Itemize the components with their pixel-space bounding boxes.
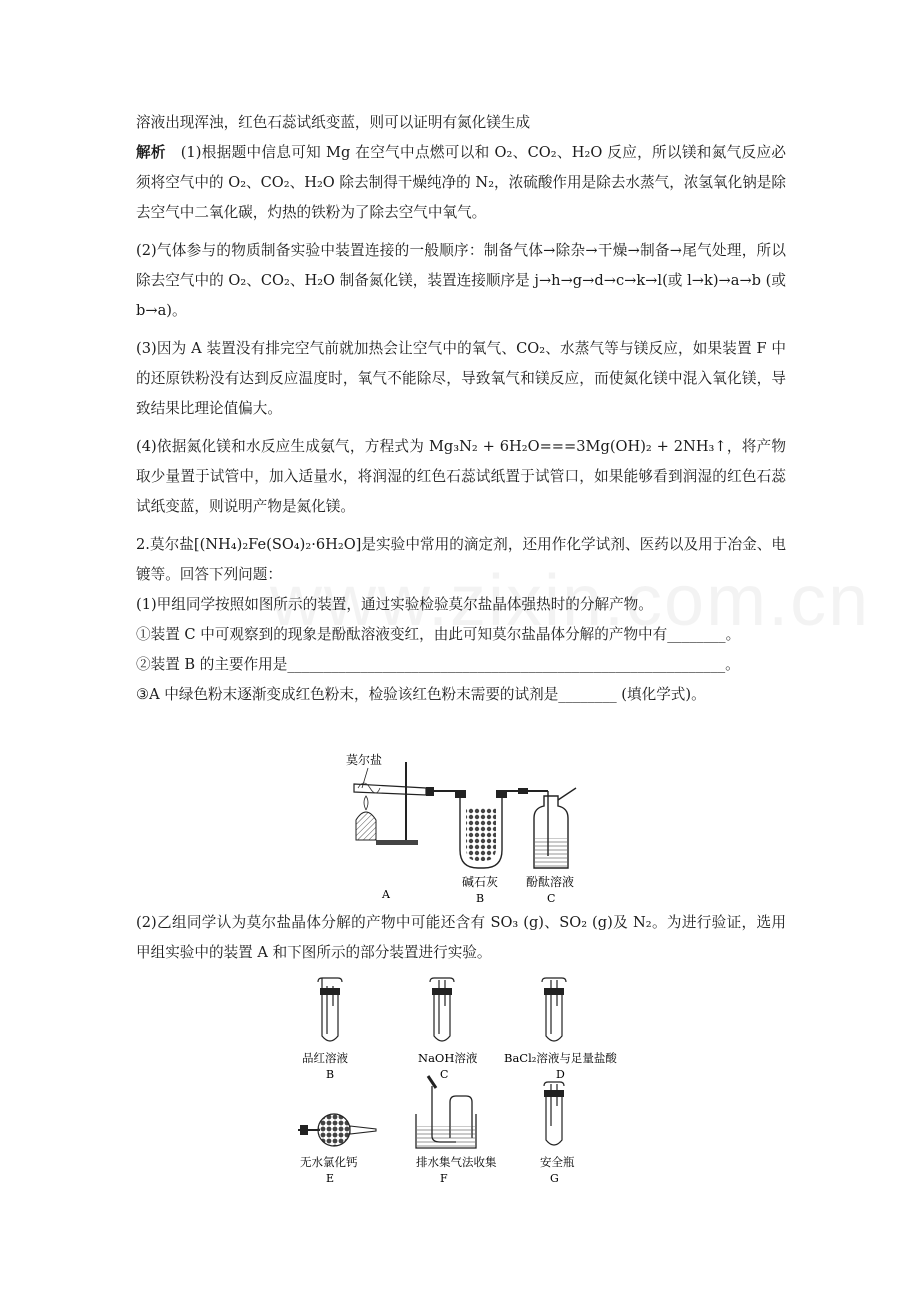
- question-q1: ①装置 C 中可观察到的现象是酚酞溶液变红，由此可知莫尔盐晶体分解的产物中有________。: [136, 626, 741, 643]
- label-b: B: [476, 892, 485, 905]
- device-b-letter: B: [326, 1068, 335, 1081]
- device-f-name: 排水集气法收集: [416, 1155, 497, 1169]
- device-g: [544, 1082, 564, 1145]
- question-part1: (1)甲组同学按照如图所示的装置，通过实验检验莫尔盐晶体强热时的分解产物。: [136, 596, 653, 613]
- apparatus-1-svg: [336, 748, 596, 908]
- analysis-p4: (4)依据氮化镁和水反应生成氨气，方程式为 Mg₃N₂ + 6H₂O===3Mg(OH)₂ + 2NH₃↑，将产物取少量置于试管中，加入适量水，将润湿的红色石蕊试纸置于试管口，如果能够看到润湿的红色石蕊试纸变蓝，则说明产物是氮化镁。: [136, 438, 786, 515]
- analysis-label: 解析: [136, 144, 166, 161]
- top-line: 溶液出现浑浊，红色石蕊试纸变蓝，则可以证明有氮化镁生成: [136, 114, 531, 131]
- question-q3: ③A 中绿色粉末逐渐变成红色粉末，检验该红色粉末需要的试剂是________ (填化学式)。: [136, 686, 706, 703]
- analysis-p3: (3)因为 A 装置没有排完空气前就加热会让空气中的氧气、CO₂、水蒸气等与镁反应，如果装置 F 中的还原铁粉没有达到反应温度时，氧气不能除尽，导致氧气和镁反应，而使氮化镁中混入氧化镁，导致结果比理论值偏大。: [136, 340, 786, 417]
- question-q2: ②装置 B 的主要作用是____________________________________________________________。: [136, 656, 740, 673]
- figure-apparatus-2: [290, 976, 630, 1190]
- device-b: [318, 978, 342, 1041]
- device-g-name: 安全瓶: [540, 1155, 575, 1169]
- analysis-p2: (2)气体参与的物质制备实验中装置连接的一般顺序：制备气体→除杂→干燥→制备→尾气处理，所以除去空气中的 O₂、CO₂、H₂O 制备氮化镁，装置连接顺序是 j→h→g→d→c→k→l(或 l→k)→a→b (或 b→a)。: [136, 242, 786, 319]
- device-f: [416, 1076, 476, 1148]
- b-reagent: 碱石灰: [462, 875, 499, 889]
- device-b-name: 品红溶液: [302, 1051, 348, 1065]
- c-reagent: 酚酞溶液: [526, 875, 575, 889]
- device-e-letter: E: [326, 1172, 335, 1185]
- device-c: [430, 978, 454, 1041]
- heating-tube: [354, 784, 426, 795]
- figure-apparatus-1: [336, 748, 596, 908]
- device-e-name: 无水氯化钙: [300, 1155, 358, 1169]
- stand-base: [376, 840, 418, 845]
- device-d: [542, 978, 566, 1041]
- label-a: A: [382, 888, 390, 901]
- device-c-name: NaOH溶液: [418, 1051, 478, 1065]
- question-part2-block: [136, 908, 786, 968]
- analysis-p1-text: (1)根据题中信息可知 Mg 在空气中点燃可以和 O₂、CO₂、H₂O 反应，所以镁和氮气反应必须将空气中的 O₂、CO₂、H₂O 除去制得干燥纯净的 N₂，浓硫酸作用是除去水蒸气，浓氢氧化钠是除去空气中二氧化碳，灼热的铁粉为了除去空气中氧气。: [136, 144, 786, 221]
- device-d-letter: D: [556, 1068, 565, 1081]
- device-g-letter: G: [550, 1172, 559, 1185]
- alcohol-lamp: [356, 812, 376, 840]
- device-d-name: BaCl₂溶液与足量盐酸: [504, 1051, 617, 1065]
- question-stem: 2.莫尔盐[(NH₄)₂Fe(SO₄)₂·6H₂O]是实验中常用的滴定剂，还用作化学试剂、医药以及用于冶金、电镀等。回答下列问题：: [136, 536, 786, 583]
- salt-label: 莫尔盐: [346, 753, 383, 767]
- device-f-letter: F: [440, 1172, 448, 1185]
- label-c: C: [547, 892, 556, 905]
- question-part2: (2)乙组同学认为莫尔盐晶体分解的产物中可能还含有 SO₃ (g)、SO₂ (g)及 N₂。为进行验证，选用甲组实验中的装置 A 和下图所示的部分装置进行实验。: [136, 914, 786, 961]
- device-c-letter: C: [440, 1068, 449, 1081]
- apparatus-2-svg: [290, 976, 630, 1190]
- device-e: [298, 1114, 376, 1146]
- analysis-p1: [136, 138, 786, 228]
- document-body: [136, 108, 786, 710]
